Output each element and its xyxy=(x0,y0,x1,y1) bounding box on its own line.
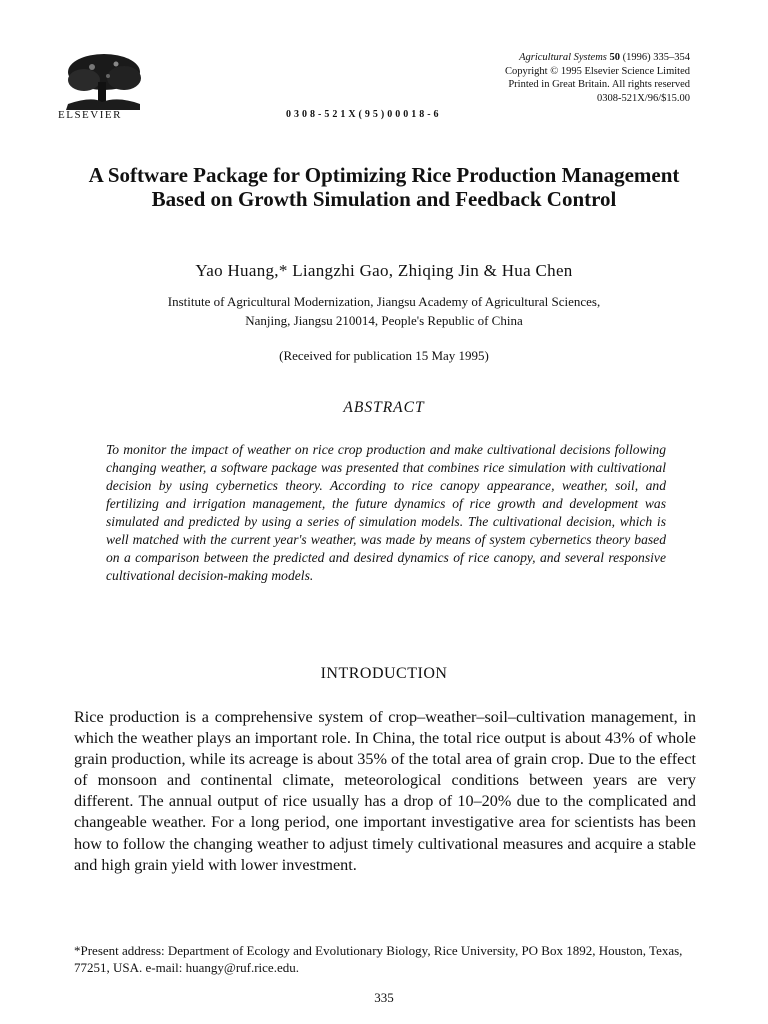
abstract-text: To monitor the impact of weather on rice crop production and make cultivational decisions following changing weather, a software package was presented that combines rice simulation with cultivational decision by using cybernetics theory. According to rice canopy appearance, weather, soil, and fertilizing and irrigation management, the future dynamics of rice growth and development was simulated and predicted by using a series of simulation models. The cultivational decision, which is well matched with the current year's weather, was made by means of system cybernetics theory based on a comparison between the predicted and desired dynamics of rice canopy, and several responsive cultivational decision-making models. xyxy=(106,442,666,583)
introduction-text: Rice production is a comprehensive system of crop–weather–soil–cultivation management, in which the weather plays an important role. In China, the total rice output is about 43% of whole grain production, while its acreage is about 35% of the total area of grain crop. Due to the effect of monsoon and continental climate, meteorological conditions between years are very different. The annual output of rice usually has a drop of 10–20% due to the complicated and changeable weather. For a long period, one important investigative area for scientists has been how to follow the changing weather to adjust timely cultivational measures and acquire a stable and high grain yield with lower investment. xyxy=(74,708,696,874)
introduction-heading: INTRODUCTION xyxy=(320,665,448,682)
issn-price-line: 0308-521X/96/$15.00 xyxy=(596,92,690,104)
elsevier-tree-logo xyxy=(62,52,144,110)
abstract-heading: ABSTRACT xyxy=(343,399,425,416)
printed-line: Printed in Great Britain. All rights reserved xyxy=(508,79,690,90)
journal-line xyxy=(390,51,690,65)
journal-name: Agricultural Systems xyxy=(519,52,607,63)
journal-year-pages: (1996) 335–354 xyxy=(622,52,690,63)
journal-citation xyxy=(390,51,690,105)
doi-code: 0308-521X(95)00018-6 xyxy=(286,109,442,120)
footnote: *Present address: Department of Ecology and Evolutionary Biology, Rice University, PO Box 1892, Houston, Texas, 77251, USA. e-mail: huangy@ruf.rice.edu. xyxy=(74,943,683,975)
journal-volume: 50 xyxy=(609,52,620,63)
copyright-line: Copyright © 1995 Elsevier Science Limited xyxy=(505,65,690,77)
page-number: 335 xyxy=(374,990,394,1005)
paper-title: A Software Package for Optimizing Rice Production Management Based on Growth Simulation and Feedback Control xyxy=(88,163,680,211)
author-list: Yao Huang,* Liangzhi Gao, Zhiqing Jin & Hua Chen xyxy=(195,261,573,280)
affiliation-line-1: Institute of Agricultural Modernization, Jiangsu Academy of Agricultural Sciences, xyxy=(167,294,601,309)
affiliation-line-2: Nanjing, Jiangsu 210014, People's Republic of China xyxy=(245,313,523,328)
received-date: (Received for publication 15 May 1995) xyxy=(279,348,489,363)
publisher-label: ELSEVIER xyxy=(58,109,122,121)
